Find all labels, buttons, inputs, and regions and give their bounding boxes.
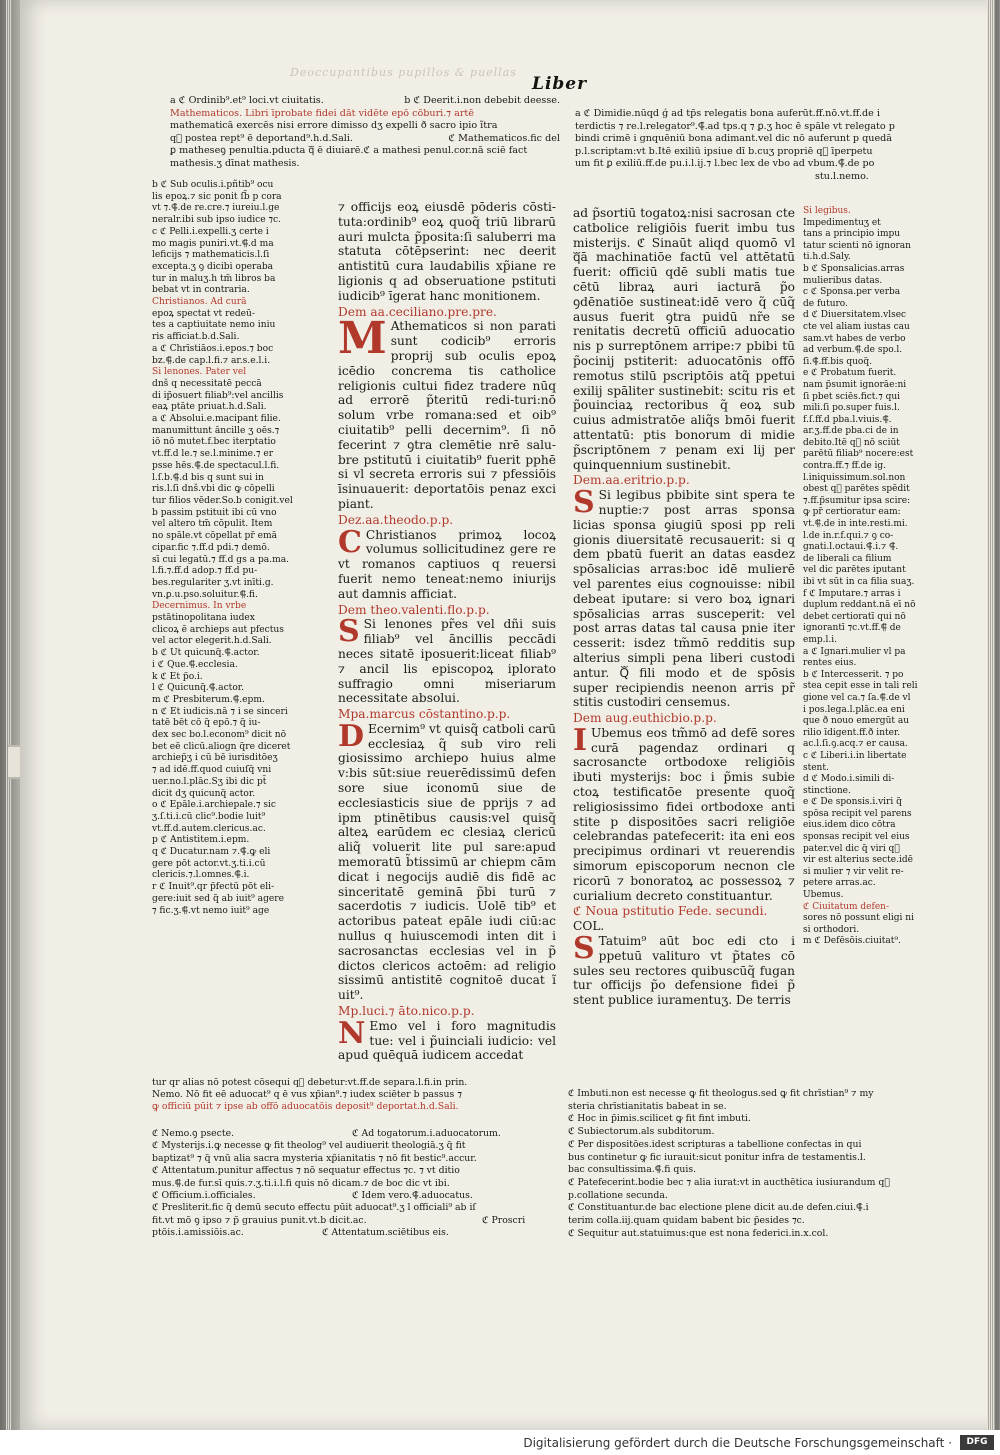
gloss-line: epoꝝ spectat vt redeū- [152, 308, 255, 319]
gloss-line: obest qᷓ parētes spēdit [803, 484, 910, 495]
gloss-line: sam.vt habes de verbo [803, 333, 906, 344]
gloss-line: ℭ Patefecerint.bodie bec ⁊ alia iurat:vt in aucthētica iusiurandum qᷓ [568, 1176, 890, 1188]
gloss-line: de liberali ca filium [803, 553, 892, 564]
gloss-line: bz.⸿.de cap.l.fi.⁊ ar.s.e.l.i. [152, 355, 271, 366]
gloss-line: a ℭ Ignari.mulier vl pa [803, 646, 906, 657]
gloss-line: ℭ Per dispositōes.idest scripturas a tabellione confectas in qui [568, 1138, 862, 1150]
gloss-line: manumittunt āncille ʒ oēs.⁊ [152, 425, 280, 436]
law-inscription: Dem theo.valenti.flo.p.p. [338, 602, 490, 617]
gloss-line: Nemo. Nō fit eē aduocat⁹ q ē vus xp̃ian⁹.⁊ iudex sciēter b passus ⁊ [152, 1089, 462, 1101]
gloss-line: ʒ.ſ.ti.i.cū clic⁹.bodie luit⁹ [152, 811, 266, 822]
law-text: Tatuim⁹ aūt boc edi cto i ppetuū valituro vt p̃tates cō sules seu rectores quibuscūq̃ fugan tur officijs p̃o defensione fidei p̃ stent publice iuramentuʒ. De terris [573, 934, 795, 1008]
gloss-line: f.ſ.ff.d pba.l.viuis.⸿. [803, 414, 892, 425]
gloss-line: ℭ Officium.i.officiales. [152, 1190, 256, 1202]
gloss-line: sores nō possunt eligi ni [803, 913, 914, 924]
top-gloss-line: mathesis.ʒ dīnat mathesis. [170, 157, 300, 169]
running-head: Liber [532, 74, 588, 94]
gloss-line: o ℭ Epāle.i.archiepale.⁊ sic [152, 800, 277, 811]
gloss-line: ptōis.i.amissiōis.ac. [152, 1227, 244, 1239]
gloss-line: bac consultissima.⸿.fi quis. [568, 1164, 697, 1176]
gloss-line: a ℭ Chrīstiāos.i.epos.⁊ boc [152, 343, 274, 354]
dfg-logo: DFG [960, 1435, 994, 1450]
bottom-gloss-right [568, 1088, 958, 1240]
gloss-line: l.iniquissimum.sol.non [803, 472, 906, 483]
gloss-line: fit.vt mō ꝯ ipso ⁊ p̃ grauius punit.vt.b dicit.ac. [152, 1214, 367, 1226]
gloss-line: m ℭ Presbiterum.⸿.epm. [152, 694, 265, 705]
gloss-line: eius.idem dico cōtra [803, 820, 896, 831]
right-gloss-column [803, 206, 953, 948]
gloss-line: p.collatione secunda. [568, 1189, 668, 1201]
law-text: Christianos primoꝝ locoꝝ volumus sollicitudinez gere re vt romanos captiuos q reuersi fuerit nemo teneat:nemo iniurijs aut damnis afficiat. [338, 527, 556, 601]
initial-s: S [573, 931, 595, 967]
nova-heading: ℭ Noua pstitutio Fede. secundi. [573, 904, 768, 919]
gloss-line: archiep̃ʒ i cū bē iurisditōeʒ [152, 753, 278, 764]
gloss-line: mo magis puniri.vt.⸿.d ma [152, 238, 274, 249]
top-gloss-line: ℭ Mathematicos.fic del [448, 132, 560, 144]
gloss-line: sī cui legatū.⁊ ff.d gs a pa.ma. [152, 554, 290, 565]
gloss-line: vel actor elegerit.h.d.Sali. [152, 636, 272, 647]
footer-credit-bar [0, 1430, 1000, 1455]
gloss-line: Impedimentuʒ et [803, 217, 881, 228]
gloss-line: tur qr alias nō potest cōsequi qᷓ debetur:vt.ff.de separa.l.fi.in prin. [152, 1077, 468, 1088]
gloss-line: mulieribus datas. [803, 275, 883, 286]
gloss-line: ℭ Presliterit.fic q̃ demū secuto effectu pūit aduocat⁹.ʒ l officiali⁹ ab iſ [152, 1202, 476, 1214]
gloss-line: petere arras.ac. [803, 878, 876, 889]
gloss-line: uer.no.l.plāc.Sʒ ibi dic pt̃ [152, 776, 267, 787]
gloss-line: ⁊.ff.p̃sumitur ipsa scire: [803, 495, 911, 506]
gloss-heading: Si legibus. [803, 206, 851, 216]
gloss-heading: Si lenones. Pater vel [152, 367, 247, 378]
gloss-line: d ℭ Diuersitatem.vlsec [803, 310, 907, 321]
gloss-line: stent. [803, 762, 829, 773]
gloss-line: l.ſ.b.⸿.d bis q sunt sui in [152, 472, 264, 483]
gloss-line: c ℭ Pelli.i.expelli.ʒ certe i [152, 226, 269, 237]
gloss-heading: ꝙ officiū pūit ⁊ ipse ab offō aduocatōis deposit⁹ deportat.h.d.Sali. [152, 1101, 459, 1113]
gloss-line: tur in maluʒ.h tm̃ libros ba [152, 273, 276, 284]
top-gloss-right [575, 108, 950, 184]
gloss-line: ignorantī ⁊c.vt.ff.⸿ de [803, 623, 901, 634]
gloss-heading: ℭ Ciuitatum defen- [803, 901, 890, 912]
gloss-line: eaꝝ ptāte priuat.h.d.Sali. [152, 402, 267, 413]
gloss-line: pstātinopolitana iudex [152, 613, 255, 624]
gloss-line: a ℭ Absolui.e.macipant filie. [152, 414, 281, 425]
bottom-gloss-left [152, 1128, 552, 1240]
gloss-line: r ℭ Inuit⁹.qr p̃fectū pōt eli- [152, 882, 275, 893]
gloss-line: debito.Itē qᷓ nō sciūt [803, 437, 900, 448]
gloss-line: stinctione. [803, 785, 851, 796]
gloss-line: i ℭ Que.⸿.ecclesia. [152, 659, 238, 670]
top-gloss-line: b ℭ Deerit.i.non debebit deesse. [404, 95, 560, 106]
gloss-line: l.de in.r.f.qui.⁊ ꝯ co- [803, 530, 894, 541]
gloss-line: rentes eius. [803, 658, 857, 669]
left-gloss-tail [152, 1077, 552, 1114]
law-inscription: Dem aug.euthicbio.p.p. [573, 711, 717, 726]
gloss-line: i pos.lega.l.plāc.ea eni [803, 704, 905, 715]
gloss-line: debet certioratī qui nō [803, 611, 906, 622]
gloss-line: clericis.⁊.l.omnes.⸿.i. [152, 870, 250, 881]
initial-s: S [338, 614, 360, 650]
page-stack-edge-left [6, 0, 12, 1430]
gloss-line: ibi vt sūt in ca filia suaʒ. [803, 577, 915, 587]
gloss-line: ꝙ pr̃ certioratur eam: [803, 507, 901, 518]
gloss-line: stea cepit esse in tali reli [803, 681, 918, 692]
top-gloss-line: stu.l.nemo. [815, 170, 869, 182]
gloss-line: m ℭ Defēsōis.ciuitat⁹. [803, 936, 901, 947]
gloss-line: que ð nouo emergūt au [803, 716, 910, 727]
gloss-line: bus continetur ꝙ fic iurauit:sicut ponitur infra de testamentis.l. [568, 1151, 866, 1163]
gloss-line: tes a captiuitate nemo iniu [152, 320, 276, 331]
gloss-line: b ℭ Intercesserit. ⁊ po [803, 669, 904, 680]
page-stack-edge-right [987, 0, 995, 1430]
center-opening: ⁊ officijs eoꝝ eiusdē pōderis cōsti-tuta:ordinib⁹ eoꝝ quoq̃ triū librarū auri mulcta p̃posita:ſi saluberri ma statuta cōtēpserint: nec deerit antistitū cura laudabilis xp̃iane re ligionis q ad obseruatione pstituti iudicib⁹ īgerat hanc monitionem. [338, 200, 556, 303]
gloss-line: ℭ Constituantur.de bac electione plene dicit au.de defen.ciui.⸿.i [568, 1202, 869, 1214]
gloss-line: gione vel ca.⁊ ſa.⸿.de vl [803, 692, 911, 703]
gloss-line: dicit dʒ quicunq̃ actor. [152, 788, 256, 799]
gloss-line: tans a principio impu [803, 229, 901, 240]
law-text: Athematicos si non parati sunt codicib⁹ erroris proprij sub oculis epoꝝ icēdio concrema tis catholice religionis cultui fidez tradere nūq ad errorē p̃teritū redi-turi:nō solum vrbe romana:sed et oib⁹ ciuitatib⁹ pelli decernim⁹. ſi nō fecerint ⁊ ꝯtra clemētie nrē salu-bre pstitutū i ciuitatib⁹ fuerit pphē si vl secreta erroris sui ⁊ pfessiōis īsinuauerit: deportatōis penaz exci piant. [338, 319, 556, 511]
nova-coll: COL. [573, 919, 605, 934]
gloss-line: vt.ff.d le.⁊ se.l.minime.⁊ er [152, 449, 274, 460]
initial-d: D [338, 718, 365, 754]
gloss-line: nam p̃sumit ignorāe:ni [803, 379, 907, 390]
left-gloss-column [152, 180, 337, 917]
gloss-line: vel dic parētes iputant [803, 565, 906, 576]
gloss-line: dex sec bo.l.econom⁹ dicit nō [152, 730, 287, 741]
gloss-line: cte vel aliam iustas cau [803, 321, 910, 332]
gloss-line: excepta.ʒ ꝯ dicibi operaba [152, 261, 274, 272]
gloss-line: gnati.l.octaui.⸿.i.⁊ ⸿. [803, 542, 899, 553]
gloss-line: ℭ Idem vero.⸿.aduocatus. [352, 1190, 473, 1202]
gloss-line: ris.l.ſi dnš.vbi dic ꝙ cōpelli [152, 484, 275, 495]
gloss-line: lis epoꝝ.⁊ sic ponit ſb̃ p cora [152, 191, 282, 202]
gloss-line: vn.ꝑ.u.pso.soluitur.⸿.fi. [152, 589, 258, 600]
top-gloss-line: mathematicā exercēs nisi errore dimisso dʒ expelli ð sacro ipio ĩtra [170, 120, 498, 132]
top-gloss-line: bindi crimē i gnquēniū bona adimant.vel dic nō auferunt p quedā [575, 133, 892, 145]
gloss-line: tatur scienti nō ignoran [803, 240, 911, 251]
gloss-line: gere:iuit sed q̃ ab iuit⁹ agere [152, 893, 285, 904]
gloss-line: duplum reddant.nā eī nō [803, 600, 916, 611]
gloss-line: ℭ Hoc in p̃imis.scilicet ꝙ fit fint imbuti. [568, 1113, 751, 1125]
law-inscription: Mp.luci.⁊ āto.nico.p.p. [338, 1004, 475, 1019]
gloss-line: tatē bēt cō q̃ epō.⁊ q̃ iu- [152, 718, 261, 729]
gloss-line: sponsas recipit vel eius [803, 832, 910, 843]
gloss-line: ℭ Proscri [482, 1214, 526, 1226]
gloss-line: p ℭ Antistitem.i.epm. [152, 835, 250, 846]
gloss-line: b ℭ Sponsalicias.arras [803, 263, 905, 274]
gloss-line: pater.vel dic q̃ viri qᷓ [803, 843, 900, 854]
top-gloss-line: terdictis ⁊ re.l.relegator⁹.⸿.ad tps.q ⁊ ꝑ.ʒ hoc ē spāle vt relegato p [575, 120, 895, 132]
law-text: Si legibus pbibite sint spera te nuptie:⁊ post arras sponsa licias sponsa ꝯiugiū sposi pp reli gionis diuersitatē recusauerit: si q dem pbatū fuerit an datas easdez spōsalicias arras:boc idē mulierē vel parentes eius cognouisse: nibil debeat iputare: si vero boꝝ ignari spōsalicias arras susceperit: vel post arras datas tal causa pnie iter cesserit: isdez tm̃mō redditis sup alterius simpli pena liberi custodi antur. Qᷓ fili modo et de spōsis super recipiendis neenon arris pr̃ stitis custodiri censemus. [573, 488, 795, 710]
law-text: Emo vel i foro magnitudis tue: vel i p̃uinciali iudicio: vel apud quēquā iudicem accedat [338, 1018, 556, 1063]
gloss-line: n ℭ Et iudicis.nā ⁊ i se sinceri [152, 706, 288, 717]
showthrough-header: Deoccupantibus pupillos & puellas [290, 66, 517, 79]
gloss-line: bes.regulariter ʒ.vt inīti.g. [152, 577, 274, 588]
gloss-line: ſi.⸿.ff.bis quoq̃. [803, 356, 872, 367]
footer-credit: Digitalisierung gefördert durch die Deutsche Forschungsgemeinschaft · [523, 1436, 952, 1450]
top-gloss-middle [370, 95, 560, 145]
gloss-heading: Decernimus. In vrbe [152, 601, 247, 612]
law-inscription: Dem.aa.eritrio.p.p. [573, 473, 690, 488]
law-text: Ecernim⁹ vt quisq̃ catboli carū ecclesiaꝝ q̃ sub viro reli giosissimo archiepo huius alme v:bis sūt:siue reuerēdissimū defen sore siue iconomū siue de ecclesiasticis siue de pprijs ⁊ ad ipm ptinētibus causis:vel quisq̃ alteꝝ earūdem ec clesiaꝝ clericū aliq̃ voluerit lite pul sare:apud memoratū b̃tissimū ar chiepm cām dicat i negocijs audiē dis fidē ac sinceritatē geminā p̃bi turū ⁊ sacerdotis ⁊ iudicis. Uolē tib⁹ et actoribus pateat epāle iudi ciū:ac nullus q huiuscemodi inten dit i sacrosanctas ecclesias vel in p̃ dictos clericos actoēm: ad religio sissimū antistitē cognitoē ducat ĩ uit⁹. [338, 721, 556, 1003]
gloss-line: e ℭ De sponsis.i.viri q̃ [803, 797, 902, 808]
gloss-line: ℭ Attentatum.punitur affectus ⁊ nō sequatur effectus ⁊c. ⁊ vt ditio [152, 1165, 460, 1177]
gloss-line: parētū filiab⁹ nocere:est [803, 449, 914, 460]
initial-i: I [573, 722, 588, 758]
gloss-line: ad verbum.⸿.de spo.l. [803, 345, 903, 356]
gloss-line: b ℭ Sub oculis.i.pñtib⁹ ocu [152, 180, 274, 190]
gloss-line: emp.l.i. [803, 634, 837, 645]
gloss-line: ℭ Ad togatorum.i.aduocatorum. [352, 1128, 501, 1140]
gloss-line: vt.ff.d.autem.clericus.ac. [152, 823, 266, 834]
gloss-line: psse hēs.⸿.de spectacul.l.fi. [152, 460, 280, 471]
gloss-line: vir est alterius secte.idē [803, 855, 913, 866]
gloss-line: mus.⸿.de fur.sī quis.⁊.ʒ.ti.i.l.fi quis nō dicam.⁊ de boc dic vt ibi. [152, 1177, 450, 1189]
gloss-line: si mulier ⁊ vir velit re- [803, 866, 904, 877]
gloss-line: ℭ Imbuti.non est necesse ꝙ fit theologus.sed ꝙ fit chrīstian⁹ ⁊ my [568, 1088, 874, 1099]
gloss-line: c ℭ Sponsa.per verba [803, 287, 901, 298]
gloss-line: bet eē clicū.aliogn q̃re diceret [152, 741, 291, 752]
gloss-line: tur filios vēder.So.b conigit.vel [152, 495, 293, 506]
gloss-line: ℭ Sequitur aut.statuimus:que est nona federici.in.x.col. [568, 1227, 829, 1239]
gloss-line: neralr.ibi sub ipso iudice ⁊c. [152, 215, 282, 226]
gloss-line: ℭ Mysterijs.i.ꝙ necesse ꝙ fit theolog⁹ vel audiuerit theologiā.ʒ q̃ fit [152, 1140, 466, 1152]
gloss-line: no spāle.vt cōpellat pr̃ emā [152, 531, 278, 542]
law-inscription: Dez.aa.theodo.p.p. [338, 512, 454, 527]
gloss-line: q ℭ Ducatur.nam ⁊.⸿.ꝙ eli [152, 847, 271, 858]
gloss-line: steria chrīstianitatis babeat in se. [568, 1100, 727, 1112]
gloss-line: vt.⸿.de in inte.resti.mi. [803, 519, 908, 530]
gloss-line: ti.h.d.Saly. [803, 252, 851, 263]
gloss-line: spōsa recipit vel parens [803, 808, 912, 819]
gloss-line: rilio īdigent.ff.ð inter. [803, 727, 901, 738]
gloss-line: ℭ Subiectorum.als subditorum. [568, 1126, 715, 1138]
gloss-line: b ℭ Ut quicunq̃.⸿.actor. [152, 648, 260, 659]
gloss-line: vt ⁊.⸿.de re.cre.⁊ iureiu.l.ge [152, 203, 280, 214]
gloss-line: f ℭ Imputare.⁊ arras i [803, 588, 901, 599]
gloss-line: c ℭ Liberi.i.in libertate [803, 750, 907, 761]
gloss-line: di ip̃osuert filiab⁹:vel ancillis [152, 390, 284, 401]
gloss-line: l.fi.⁊.ff.d adop.⁊ ff.d pu- [152, 566, 258, 577]
gloss-line: contra.ff.⁊ ff.de ig. [803, 461, 887, 472]
gloss-line: ⁊ fic.ʒ.⸿.vt nemo iuit⁹ age [152, 905, 270, 916]
gloss-line: cipar.fic ⁊.ff.d pdi.⁊ demō. [152, 542, 270, 553]
top-gloss-line: qᷓ postea rept⁹ ē deportand⁹.h.d.Sali. [170, 132, 353, 144]
top-gloss-line: p.l.scriptam:vt b.Itē exiliū ipsiue dī b.cuʒ propriē qᷓ īperpetu [575, 145, 873, 157]
gloss-line: ℭ Nemo.ꝯ psecte. [152, 1128, 235, 1139]
gloss-line: b passim pstituit ibi cū vno [152, 507, 277, 518]
gloss-line: k ℭ Et p̃o.i. [152, 671, 203, 682]
gloss-line: clicoꝝ ē archieps aut pfectus [152, 624, 284, 635]
law-text: Ubemus eos tm̃mō ad defē sores curā pagendaz ordinari q sacrosancte ortbodoxe religiōis ibuti mysterijs: boc i p̃mis subie ctoꝝ testificatōe presente quoq̃ religiosissimo fidei ortbodoxe anti stite p dispositōes sacri religiōe celebrandas patefecerit: ita eni eos precipimus ordinari vt reuerendis simorum episcoporum necnon cle ricorū ⁊ bonoratoꝝ ac possessoꝝ ⁊ curialium decreto constituantur. [573, 725, 795, 903]
law-inscription: Mpa.marcus cōstantino.p.p. [338, 707, 511, 722]
right-text-column [573, 206, 795, 1009]
gloss-line: e ℭ Probatum fuerit. [803, 368, 897, 379]
gloss-line: ac.l.ſi.ꝯ.acq.⁊ er causa. [803, 739, 908, 750]
initial-m: M [338, 313, 387, 365]
gloss-line: ⁊ ad idē.ff.quod cuiuſq̃ vni [152, 765, 272, 776]
law-text: Si lenones pr̃es vel dñi suis filiab⁹ vel āncillis peccādi neces sitatē iposuerit:liceat filiab⁹ ⁊ ancil lis episcopoꝝ iplorato suffragio omni miseriarum necessitate absolui. [338, 617, 556, 706]
right-continuation: ad p̃sortiū togatoꝝ:nisi sacrosan cte catbolice religiōis fuerit imbu tus misterijs. ℭ Sinaūt aliqd quomō vl qᷓā machinatiōe factū vel attētatū fuerit: officiū qdē subli matis tue cētū libraꝝ auri iacturā p̃o ꝯdēnatiōe sustineat:idē vero q̃ cūq̃ ausus fuerit ꝯtra puidū nr̃e se renitatis decretū officiū aduocatio nis p surreptōnem arripe:⁊ pbibi tū p̃ocinij pstiterit: aduocatōnis offō remotus stilū pscriptōis atq̃ ppetui exilij spāliter sustinebit: scitu ris et p̃ouinciaꝝ rectoribus q̃ eoꝝ sub cuius admistratōe aliq̃s bmōi fuerit attentatū: ptis bonorum di midie p̃scriptōnem ⁊ penam exi lij per quinquennium sustinebit. [573, 206, 795, 472]
initial-c: C [338, 524, 362, 560]
gloss-line: Ubemus. [803, 890, 844, 901]
gloss-line: de futuro. [803, 298, 848, 309]
gloss-line: iō nō mutet.f.bec iterptatio [152, 437, 276, 448]
gloss-line: ſi pbet sciēs.fict.⁊ qui [803, 391, 901, 402]
top-gloss-line: a ℭ Ordinib⁹.et⁹ loci.vt ciuitatis. [170, 95, 324, 106]
law-inscription: Dem aa.ceciliano.pre.pre. [338, 304, 497, 319]
gloss-heading: Christianos. Ad curā [152, 297, 247, 308]
top-gloss-line: ꝑ matheseꝯ penultia.pducta qᷓ ē diuiarē.ℭ a mathesi penul.cor.nā sciē fact [170, 145, 528, 157]
gloss-line: d ℭ Modo.i.simili di- [803, 774, 895, 785]
gloss-line: baptizat⁹ ⁊ q̃ vnū alia sacra mysteria xp̃ianitatis ⁊ nō fit bestic⁹.accur. [152, 1152, 477, 1164]
gloss-line: leficijs ⁊ mathematicis.l.ſi [152, 250, 270, 261]
gloss-line: dnš q necessitatē peccā [152, 378, 262, 389]
top-gloss-line: a ℭ Dimidie.nūqd ǵ ad tp̃s relegatis bona auferūt.ff.nō.vt.ff.de i [575, 108, 880, 119]
gloss-line: ris afficiat.b.d.Sali. [152, 332, 240, 343]
initial-s: S [573, 485, 595, 521]
gloss-line: bebat vt in contraria. [152, 285, 250, 296]
gloss-line: vel altero tm̃ cōpulit. Item [152, 519, 273, 530]
gloss-line: gere pōt actor.vt.ʒ.ti.i.cū [152, 858, 266, 869]
top-gloss-line: um fit ꝑ exiliū.ff.de pu.i.l.ij.⁊ l.bec lex de vbo ad vbum.⸿.de po [575, 158, 875, 170]
initial-n: N [338, 1015, 366, 1051]
center-text-column [338, 200, 556, 1064]
gloss-line: si orthodori. [803, 924, 860, 935]
gloss-line: mili.ſi po.super fuis.l. [803, 403, 900, 414]
gloss-line: ℭ Attentatum.sciētibus eis. [322, 1227, 449, 1239]
top-gloss-line: Mathematicos. Libri īprobate fidei dāt vidēte epō cōburi.⁊ artē [170, 107, 474, 119]
gloss-line: l ℭ Quicunq̃.⸿.actor. [152, 683, 245, 694]
gloss-line: ar.ʒ.ff.de pba.ci de in [803, 426, 899, 437]
gloss-line: terim colla.iij.quam quidam babent bic p̃esides ⁊c. [568, 1215, 805, 1227]
